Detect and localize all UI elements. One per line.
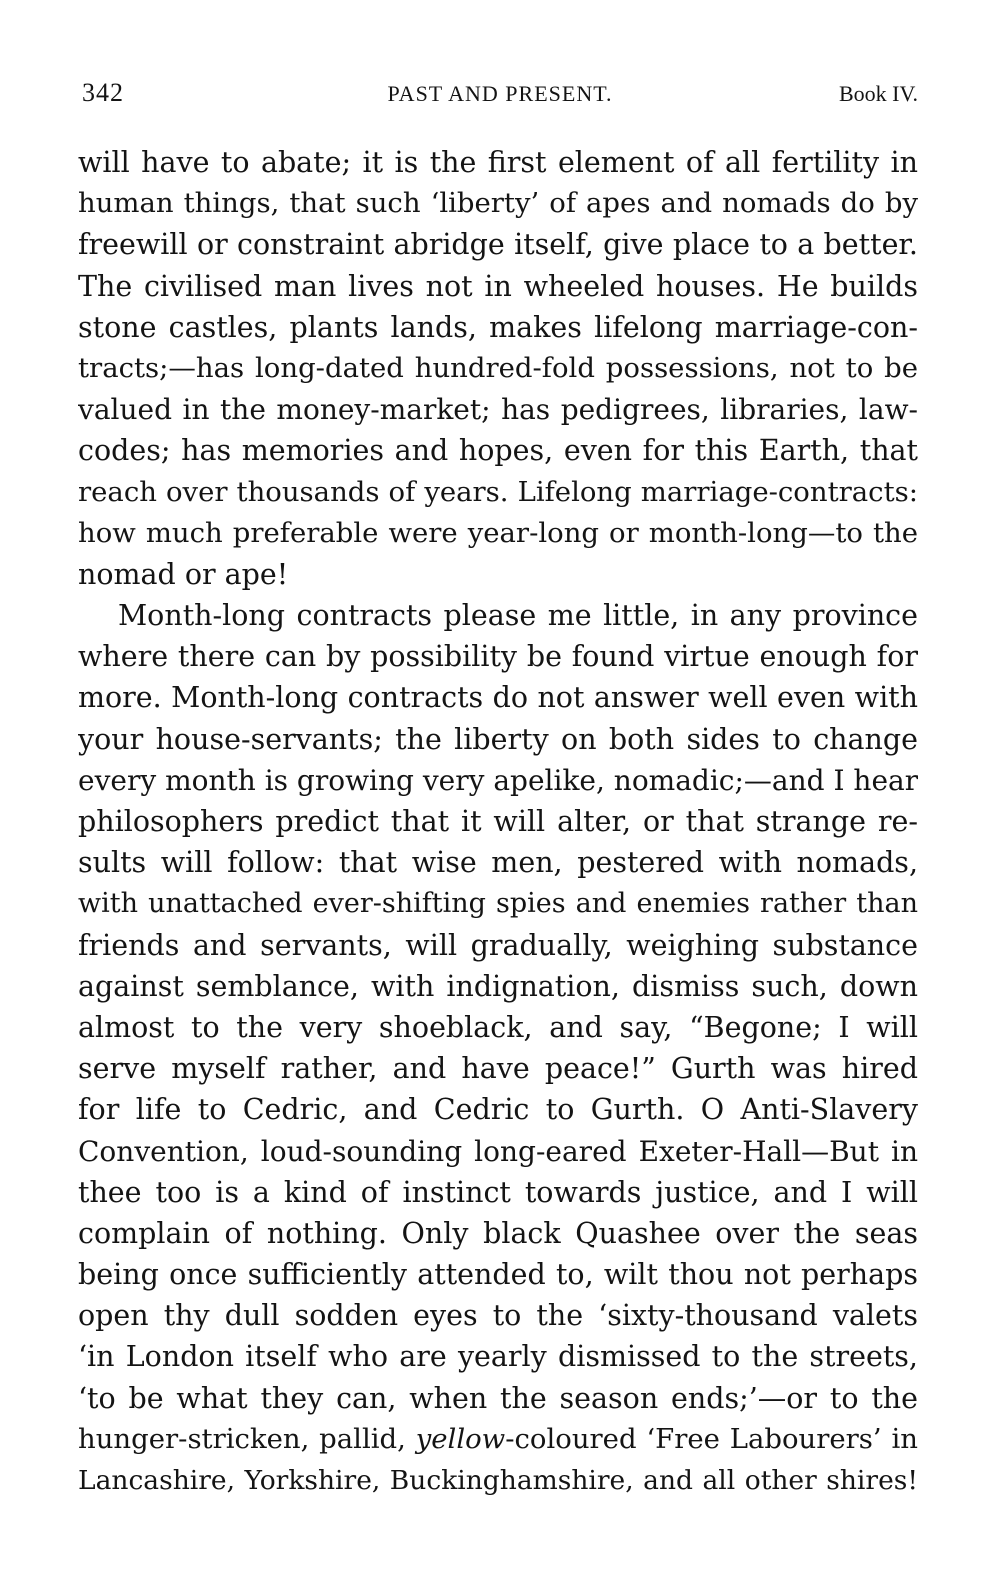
italic-word: yellow: [415, 1422, 506, 1455]
body-text: [78, 142, 918, 1501]
text-line: where there can by possibility be found virtue enough for: [78, 640, 918, 674]
text-line: Lancashire, Yorkshire, Buckinghamshire, and all other shires!: [78, 1465, 918, 1496]
text-line: valued in the money-market; has pedigrees, libraries, law-: [78, 393, 918, 427]
text-line: more. Month-long contracts do not answer well even with: [78, 681, 918, 715]
text-line: ‘in London itself who are yearly dismissed to the streets,: [78, 1340, 918, 1374]
text-line: The civilised man lives not in wheeled houses. He builds: [78, 269, 918, 303]
text-line: Month-long contracts please me little, in any province: [118, 599, 918, 633]
text-line: stone castles, plants lands, makes lifelong marriage-con-: [78, 310, 918, 344]
text-line: tracts;—has long-dated hundred-fold possessions, not to be: [78, 351, 918, 384]
text-line: for life to Cedric, and Cedric to Gurth. O Anti-Slavery: [78, 1093, 918, 1127]
text-line: open thy dull sodden eyes to the ‘sixty-thousand valets: [78, 1299, 918, 1333]
text-line: codes; has memories and hopes, even for this Earth, that: [78, 434, 918, 468]
text-segment: hunger-stricken, pallid,: [78, 1422, 416, 1455]
paragraph-2: [78, 595, 918, 1501]
text-line: with unattached ever-shifting spies and enemies rather than: [78, 888, 918, 920]
text-line: how much preferable were year-long or month-long—to the: [78, 516, 918, 549]
text-line: human things, that such ‘liberty’ of apes and nomads do by: [78, 187, 918, 220]
paragraph-1: [78, 142, 918, 595]
text-line: every month is growing very apelike, nomadic;—and I hear: [78, 763, 918, 797]
text-line: will have to abate; it is the first element of all fertility in: [78, 146, 918, 179]
text-line: against semblance, with indignation, dismiss such, down: [78, 969, 918, 1003]
text-line: ‘to be what they can, when the season ends;’—or to the: [78, 1381, 918, 1415]
text-line: philosophers predict that it will alter, or that strange re-: [78, 805, 918, 838]
text-line: freewill or constraint abridge itself, give place to a better.: [78, 228, 918, 262]
text-line-with-italic: [78, 1419, 918, 1460]
running-header: [82, 78, 918, 110]
text-segment: -coloured ‘Free Labourers’ in: [505, 1422, 918, 1455]
text-line: serve myself rather, and have peace!” Gurth was hired: [78, 1052, 918, 1086]
text-line: friends and servants, will gradually, weighing substance: [78, 928, 918, 962]
book-label: Book IV.: [838, 81, 918, 106]
page-number: 342: [82, 78, 124, 107]
text-line: thee too is a kind of instinct towards justice, and I will: [78, 1175, 918, 1209]
text-line: being once sufficiently attended to, wilt thou not perhaps: [78, 1258, 918, 1292]
text-line: Convention, loud-sounding long-eared Exeter-Hall—But in: [78, 1134, 918, 1168]
text-line: reach over thousands of years. Lifelong marriage-contracts:: [78, 475, 918, 508]
text-line: your house-servants; the liberty on both sides to change: [78, 722, 918, 756]
text-line: nomad or ape!: [78, 557, 289, 591]
text-line: almost to the very shoeblack, and say, “Begone; I will: [78, 1010, 918, 1044]
text-line: complain of nothing. Only black Quashee over the seas: [78, 1216, 918, 1250]
running-title: PAST AND PRESENT.: [387, 81, 613, 106]
text-line: sults will follow: that wise men, pestered with nomads,: [78, 846, 918, 880]
